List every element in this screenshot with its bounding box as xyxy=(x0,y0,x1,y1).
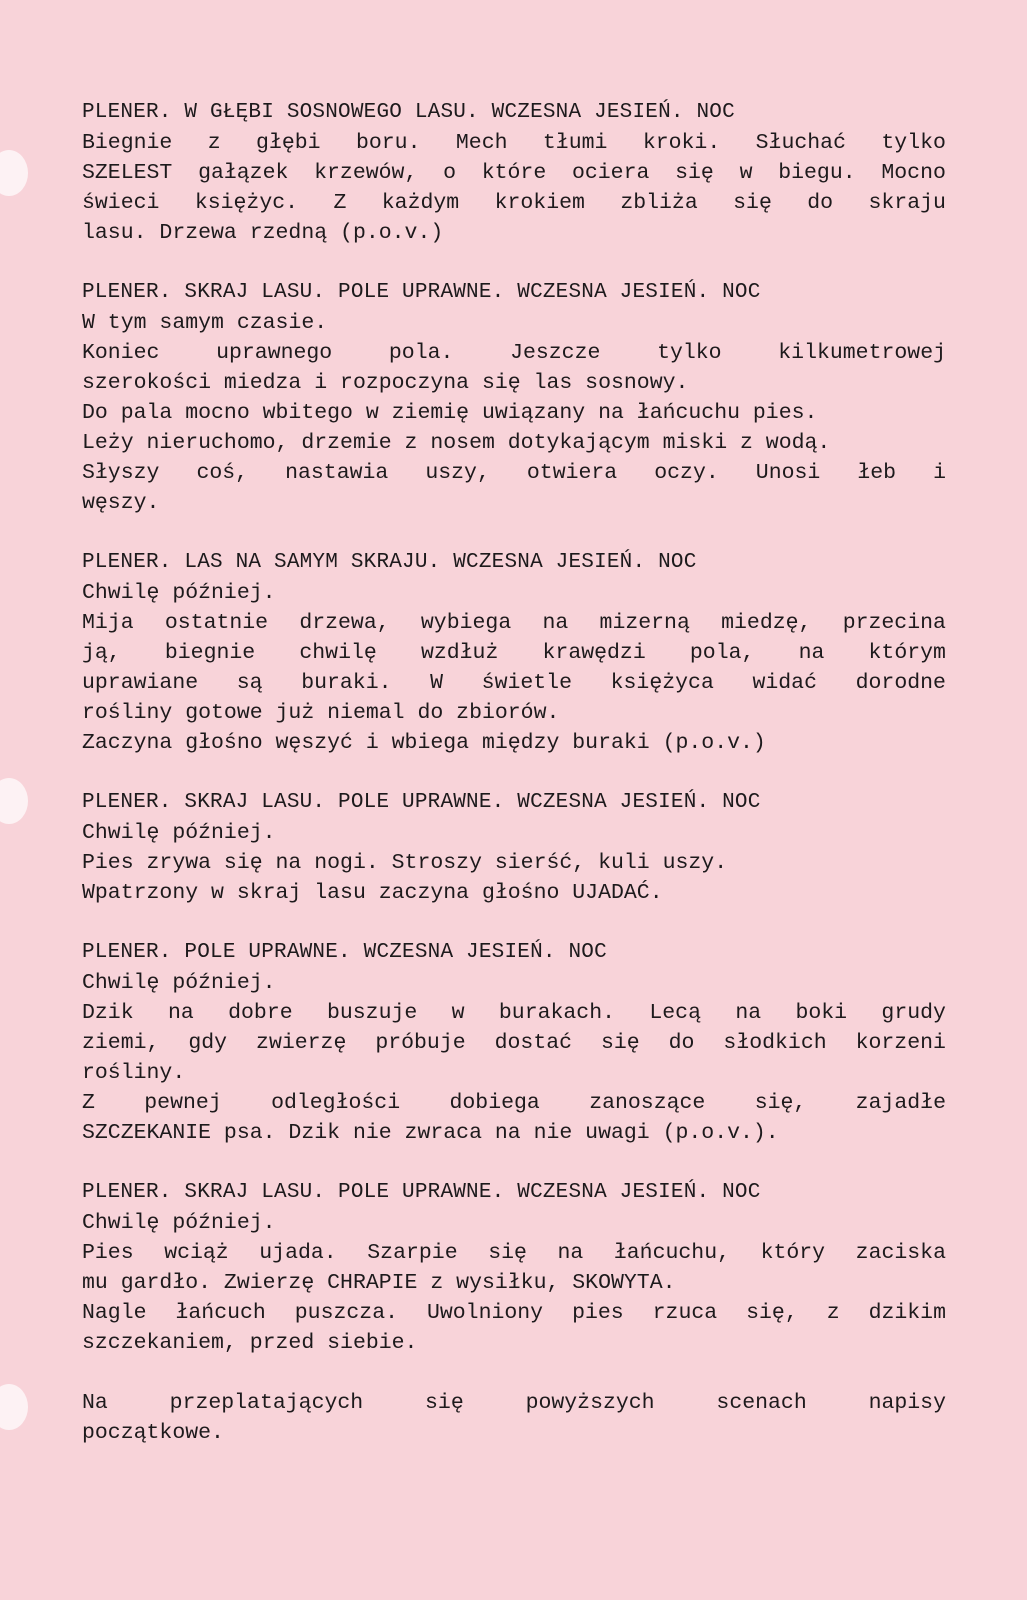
script-line: Z pewnej odległości dobiega zanoszące się, zajadłe xyxy=(82,1091,946,1115)
script-line: rośliny. xyxy=(82,1061,186,1085)
script-line: Chwilę później. xyxy=(82,1211,276,1235)
script-line: świeci księżyc. Z każdym krokiem zbliża się do skraju xyxy=(82,191,946,215)
script-line: szczekaniem, przed siebie. xyxy=(82,1331,418,1355)
script-line: Zaczyna głośno węszyć i wbiega między buraki (p.o.v.) xyxy=(82,731,766,755)
blank-line xyxy=(82,758,946,788)
script-line: Chwilę później. xyxy=(82,971,276,995)
scene-heading: PLENER. SKRAJ LASU. POLE UPRAWNE. WCZESNA JESIEŃ. NOC xyxy=(82,791,761,814)
script-line: Biegnie z głębi boru. Mech tłumi kroki. Słuchać tylko xyxy=(82,131,946,155)
script-line: szerokości miedza i rozpoczyna się las sosnowy. xyxy=(82,371,689,395)
blank-line xyxy=(82,518,946,548)
punch-hole-top xyxy=(0,150,28,196)
script-line: Słyszy coś, nastawia uszy, otwiera oczy. Unosi łeb i xyxy=(82,461,946,485)
script-line: Chwilę później. xyxy=(82,581,276,605)
scene-heading: PLENER. LAS NA SAMYM SKRAJU. WCZESNA JESIEŃ. NOC xyxy=(82,551,697,574)
script-line: uprawiane są buraki. W świetle księżyca widać dorodne xyxy=(82,671,946,695)
script-line: Chwilę później. xyxy=(82,821,276,845)
script-line: Nagle łańcuch puszcza. Uwolniony pies rzuca się, z dzikim xyxy=(82,1301,946,1325)
script-line: Koniec uprawnego pola. Jeszcze tylko kilkumetrowej xyxy=(82,341,946,365)
script-line: Leży nieruchomo, drzemie z nosem dotykającym miski z wodą. xyxy=(82,431,831,455)
script-line: Wpatrzony w skraj lasu zaczyna głośno UJADAĆ. xyxy=(82,881,663,905)
blank-line xyxy=(82,1148,946,1178)
punch-hole-middle xyxy=(0,778,28,824)
script-line: Na przeplatających się powyższych scenach napisy xyxy=(82,1391,946,1415)
script-line: Pies wciąż ujada. Szarpie się na łańcuchu, który zaciska xyxy=(82,1241,946,1265)
script-page xyxy=(82,98,946,1448)
script-line: SZCZEKANIE psa. Dzik nie zwraca na nie uwagi (p.o.v.). xyxy=(82,1121,779,1145)
script-line: węszy. xyxy=(82,491,160,515)
script-line: rośliny gotowe już niemal do zbiorów. xyxy=(82,701,560,725)
scene-heading: PLENER. SKRAJ LASU. POLE UPRAWNE. WCZESNA JESIEŃ. NOC xyxy=(82,281,761,304)
script-line: ją, biegnie chwilę wzdłuż krawędzi pola, na którym xyxy=(82,641,946,665)
script-line: ziemi, gdy zwierzę próbuje dostać się do słodkich korzeni xyxy=(82,1031,946,1055)
blank-line xyxy=(82,1358,946,1388)
script-line: lasu. Drzewa rzedną (p.o.v.) xyxy=(82,221,444,245)
scene-heading: PLENER. SKRAJ LASU. POLE UPRAWNE. WCZESNA JESIEŃ. NOC xyxy=(82,1181,761,1204)
script-line: początkowe. xyxy=(82,1421,224,1445)
script-line: W tym samym czasie. xyxy=(82,311,328,335)
script-line: Pies zrywa się na nogi. Stroszy sierść, kuli uszy. xyxy=(82,851,728,875)
script-line: Dzik na dobre buszuje w burakach. Lecą na boki grudy xyxy=(82,1001,946,1025)
blank-line xyxy=(82,908,946,938)
script-line: SZELEST gałązek krzewów, o które ociera się w biegu. Mocno xyxy=(82,161,946,185)
scene-heading: PLENER. POLE UPRAWNE. WCZESNA JESIEŃ. NOC xyxy=(82,941,607,964)
punch-hole-bottom xyxy=(0,1384,28,1430)
script-line: mu gardło. Zwierzę CHRAPIE z wysiłku, SKOWYTA. xyxy=(82,1271,676,1295)
script-line: Mija ostatnie drzewa, wybiega na mizerną miedzę, przecina xyxy=(82,611,946,635)
script-line: Do pala mocno wbitego w ziemię uwiązany na łańcuchu pies. xyxy=(82,401,818,425)
blank-line xyxy=(82,248,946,278)
scene-heading: PLENER. W GŁĘBI SOSNOWEGO LASU. WCZESNA JESIEŃ. NOC xyxy=(82,101,735,124)
